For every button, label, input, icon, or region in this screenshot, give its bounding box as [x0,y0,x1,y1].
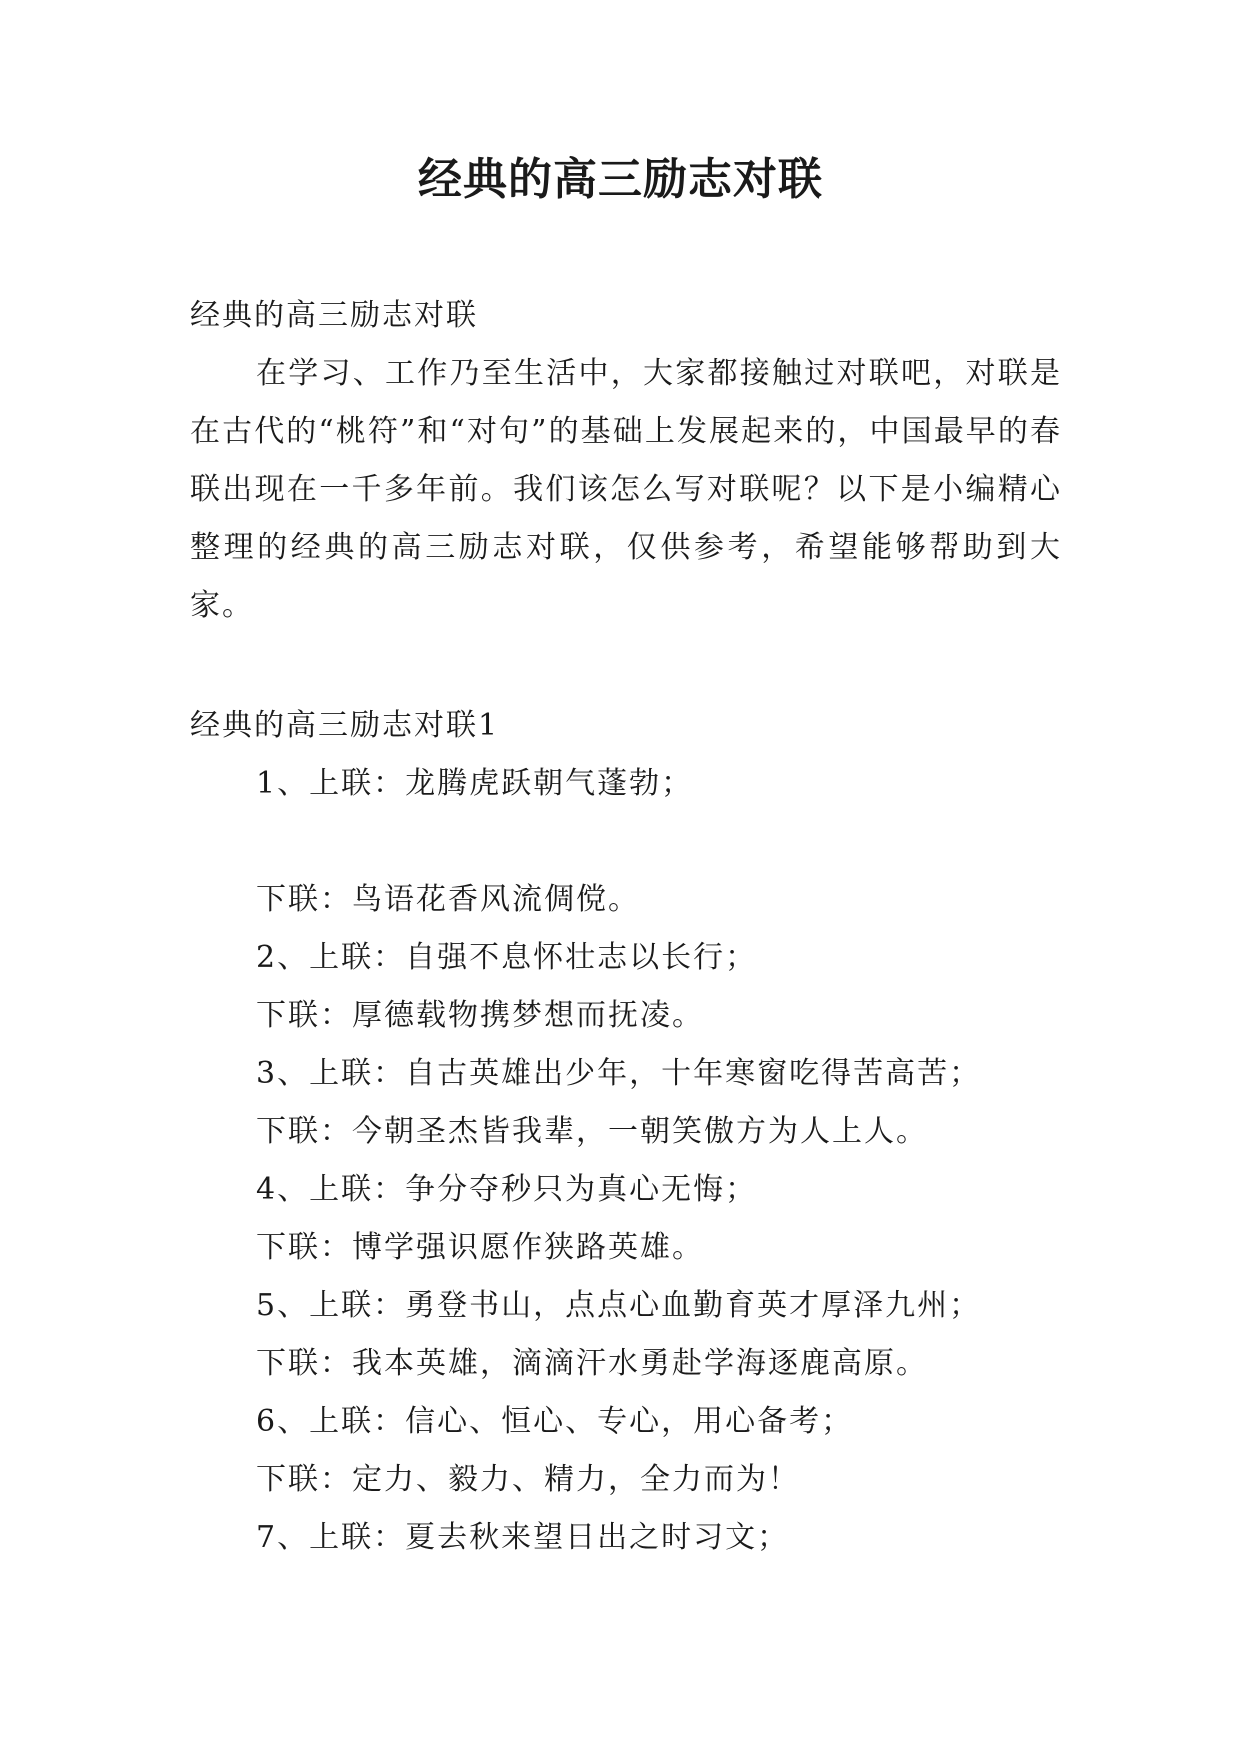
couplet-line: 6、上联：信心、恒心、专心，用心备考； [256,1404,854,1439]
section-heading: 经典的高三励志对联1 [190,708,500,743]
document-title: 经典的高三励志对联 [418,154,823,205]
couplet-line: 下联：鸟语花香风流倜傥。 [256,882,640,917]
intro-paragraph: 在学习、工作乃至生活中，大家都接触过对联吧，对联是在古代的“桃符”和“对句”的基础上发展起来的，中国最早的春联出现在一千多年前。我们该怎么写对联呢？以下是小编精心整理的经典的高三励志对联，仅供参考，希望能够帮助到大家。 [190,356,1062,623]
couplet-line: 下联：定力、毅力、精力，全力而为！ [256,1462,800,1497]
document-subtitle: 经典的高三励志对联 [190,298,478,333]
couplet-line: 下联：博学强识愿作狭路英雄。 [256,1230,704,1265]
couplet-line: 下联：今朝圣杰皆我辈，一朝笑傲方为人上人。 [256,1114,928,1149]
couplet-line: 下联：我本英雄，滴滴汗水勇赴学海逐鹿高原。 [256,1346,928,1381]
couplet-line: 1、上联：龙腾虎跃朝气蓬勃； [256,766,694,801]
couplet-line: 5、上联：勇登书山，点点心血勤育英才厚泽九州； [256,1288,982,1323]
couplet-line: 7、上联：夏去秋来望日出之时习文； [256,1520,790,1555]
couplet-line: 2、上联：自强不息怀壮志以长行； [256,940,758,975]
couplet-line: 4、上联：争分夺秒只为真心无悔； [256,1172,758,1207]
couplet-line: 下联：厚德载物携梦想而抚凌。 [256,998,704,1033]
couplet-line: 3、上联：自古英雄出少年，十年寒窗吃得苦高苦； [256,1056,982,1091]
couplet-list [256,755,1062,1567]
